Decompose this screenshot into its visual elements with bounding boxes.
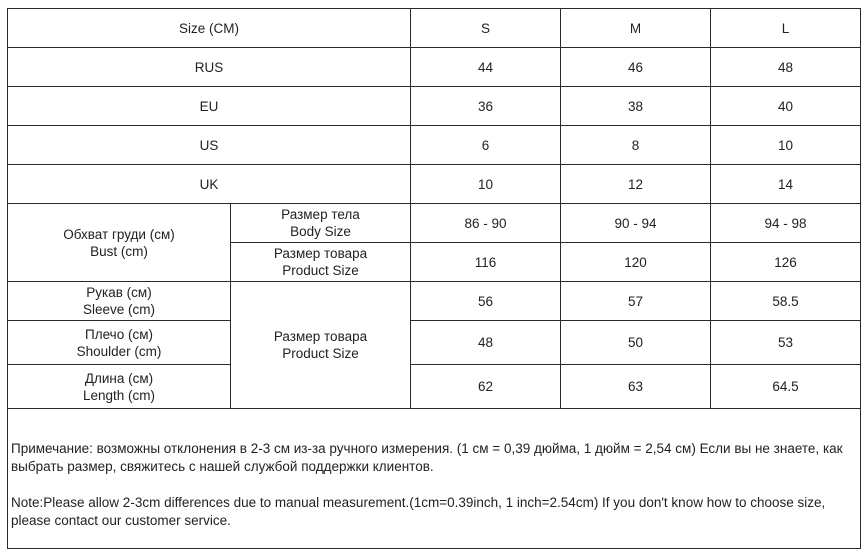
- cell-value: 14: [711, 165, 861, 204]
- table-row-eu: [8, 87, 861, 126]
- size-header-m: M: [561, 9, 711, 48]
- note-english: Note:Please allow 2-3cm differences due to manual measurement.(1cm=0.39inch, 1 inch=2.54cm) If you don't know how to choose size, please contact our customer service.: [11, 495, 826, 528]
- table-row-uk: [8, 165, 861, 204]
- row-label: US: [8, 126, 411, 165]
- cell-value: 120: [561, 243, 711, 282]
- table-row-rus: [8, 48, 861, 87]
- cell-value: 86 - 90: [411, 204, 561, 243]
- cell-value: 36: [411, 87, 561, 126]
- cell-value: 64.5: [711, 365, 861, 409]
- header-row: [8, 9, 861, 48]
- cell-value: 126: [711, 243, 861, 282]
- cell-value: 94 - 98: [711, 204, 861, 243]
- cell-value: 40: [711, 87, 861, 126]
- row-label: UK: [8, 165, 411, 204]
- cell-value: 57: [561, 282, 711, 321]
- cell-value: 50: [561, 321, 711, 365]
- cell-value: 6: [411, 126, 561, 165]
- cell-value: 48: [711, 48, 861, 87]
- cell-value: 8: [561, 126, 711, 165]
- table-row-sleeve: [8, 282, 861, 321]
- cell-value: 90 - 94: [561, 204, 711, 243]
- body-size-label: Размер тела Body Size: [231, 204, 411, 243]
- cell-value: 56: [411, 282, 561, 321]
- cell-value: 116: [411, 243, 561, 282]
- cell-value: 58.5: [711, 282, 861, 321]
- row-label: RUS: [8, 48, 411, 87]
- product-size-label: Размер товара Product Size: [231, 282, 411, 409]
- table-row-length: [8, 365, 861, 409]
- cell-value: 62: [411, 365, 561, 409]
- table-row-us: [8, 126, 861, 165]
- sleeve-label: Рукав (см) Sleeve (cm): [8, 282, 231, 321]
- cell-value: 38: [561, 87, 711, 126]
- note-cell: [8, 409, 861, 549]
- cell-value: 44: [411, 48, 561, 87]
- size-header-s: S: [411, 9, 561, 48]
- cell-value: 48: [411, 321, 561, 365]
- note-row: [8, 409, 861, 549]
- cell-value: 53: [711, 321, 861, 365]
- size-header-l: L: [711, 9, 861, 48]
- cell-value: 10: [411, 165, 561, 204]
- cell-value: 12: [561, 165, 711, 204]
- table-row-shoulder: [8, 321, 861, 365]
- cell-value: 10: [711, 126, 861, 165]
- cell-value: 63: [561, 365, 711, 409]
- size-chart-table: [7, 8, 861, 549]
- row-label: EU: [8, 87, 411, 126]
- size-header-label: Size (CM): [8, 9, 411, 48]
- note-russian: Примечание: возможны отклонения в 2-3 см из-за ручного измерения. (1 см = 0,39 дюйма, 1 дюйм = 2,54 см) Если вы не знаете, как выбрать размер, свяжитесь с нашей службой поддержки клиентов.: [11, 441, 843, 474]
- product-size-label: Размер товара Product Size: [231, 243, 411, 282]
- shoulder-label: Плечо (см) Shoulder (cm): [8, 321, 231, 365]
- length-label: Длина (см) Length (cm): [8, 365, 231, 409]
- cell-value: 46: [561, 48, 711, 87]
- table-row-bust-body: [8, 204, 861, 243]
- bust-label: Обхват груди (см) Bust (cm): [8, 204, 231, 282]
